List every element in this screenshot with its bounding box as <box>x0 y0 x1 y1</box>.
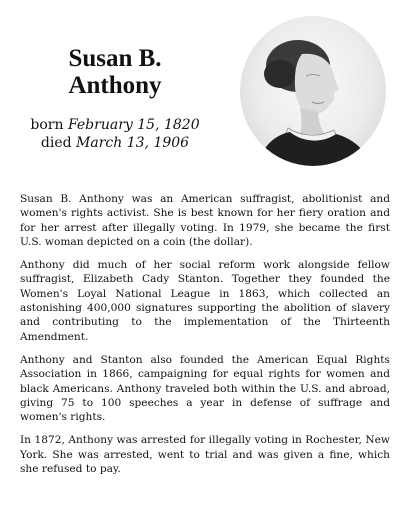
header <box>0 0 410 178</box>
title-line-2: Anthony <box>68 72 162 99</box>
born-line <box>20 116 210 134</box>
portrait-illustration <box>240 16 386 166</box>
paragraph-1: Susan B. Anthony was an American suffragist, abolitionist and women's rights activist. She is best known for her fiery oration and for her arrest after illegally voting. In 1979, she became the first U.S. woman depicted on a coin (the dollar). <box>20 193 390 248</box>
title-line-1: Susan B. <box>68 45 162 72</box>
paragraph-4: In 1872, Anthony was arrested for illegally voting in Rochester, New York. She was arrested, went to trial and was given a fine, which she refused to pay. <box>20 434 390 476</box>
life-dates <box>20 116 210 152</box>
born-date: February 15, 1820 <box>67 117 200 133</box>
born-label: born <box>30 117 64 133</box>
portrait-image <box>240 16 386 166</box>
died-label: died <box>40 135 72 151</box>
died-line <box>20 134 210 152</box>
paragraph-3: Anthony and Stanton also founded the American Equal Rights Association in 1866, campaigning for equal rights for women and black Americans. Anthony traveled both within the U.S. and abroad, giving 75 to 100 speeches a year in defense of suffrage and women's rights. <box>20 353 390 424</box>
paragraph-2: Anthony did much of her social reform work alongside fellow suffragist, Elizabeth Cady Stanton. Together they founded the Women's Loyal National League in 1863, which collected an astonishing 400,000 signatures supporting the abolition of slavery and contributing to the implementation of the Thirteenth Amendment. <box>20 259 390 343</box>
page-title <box>20 45 210 99</box>
biography-text <box>20 192 390 485</box>
died-date: March 13, 1906 <box>76 135 190 151</box>
